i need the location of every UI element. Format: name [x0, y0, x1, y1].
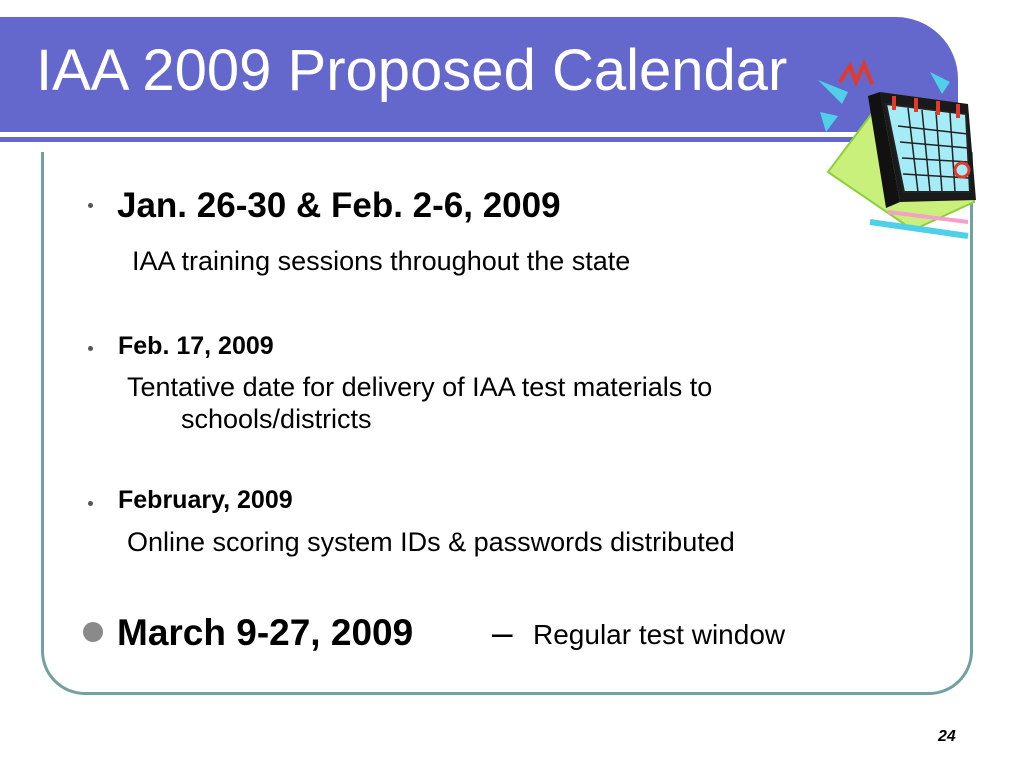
bullet-dot-large [83, 622, 103, 642]
calendar-icon [818, 52, 978, 242]
item-detail-continuation: schools/districts [181, 404, 372, 434]
item-heading: February, 2009 [118, 486, 293, 514]
bullet-dot [88, 501, 93, 506]
item-detail: Online scoring system IDs & passwords distributed [127, 527, 735, 557]
slide-title: IAA 2009 Proposed Calendar [36, 38, 788, 103]
item-heading: March 9-27, 2009 [117, 612, 414, 653]
title-underline [0, 137, 950, 142]
bullet-dot [88, 203, 93, 208]
item-detail: Tentative date for delivery of IAA test materials to [127, 372, 713, 402]
item-detail: Regular test window [533, 619, 786, 650]
item-separator: – [492, 612, 513, 653]
page-number: 24 [938, 728, 956, 745]
item-heading: Jan. 26-30 & Feb. 2-6, 2009 [117, 186, 561, 225]
item-detail: IAA training sessions throughout the state [132, 246, 631, 276]
bullet-dot [88, 346, 93, 351]
item-heading: Feb. 17, 2009 [118, 332, 274, 360]
